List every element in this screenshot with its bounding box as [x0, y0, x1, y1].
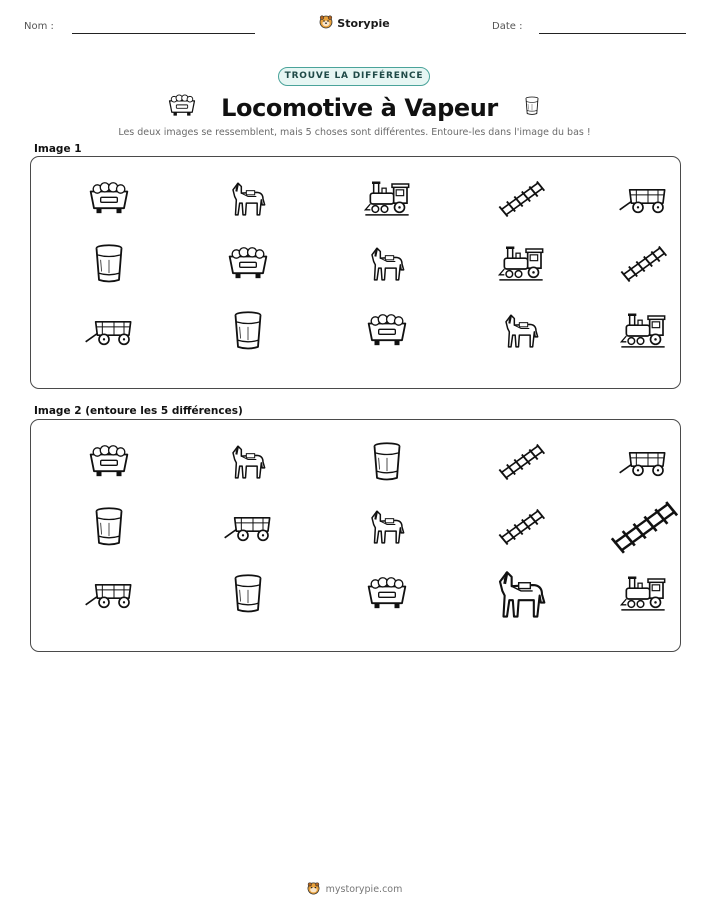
image1-wagon-icon[interactable] [78, 305, 140, 357]
image2-coal-cart-icon[interactable] [78, 436, 140, 488]
coal-cart-icon [165, 91, 199, 125]
footer [0, 880, 709, 899]
bucket-icon [520, 91, 544, 125]
image1-coal-cart-icon[interactable] [217, 238, 279, 290]
image1-rail-track-icon[interactable] [490, 173, 552, 225]
image1-panel [30, 156, 681, 389]
image2-bucket-icon[interactable] [78, 501, 140, 553]
name-field-line[interactable] [72, 33, 255, 34]
image2-rail-track-icon[interactable] [490, 436, 552, 488]
image2-wagon-icon[interactable] [78, 568, 140, 620]
page-title [0, 90, 709, 126]
date-label: Date : [492, 21, 523, 32]
instructions: Les deux images se ressemblent, mais 5 choses sont différentes. Entoure-les dans l'image du bas ! [118, 127, 591, 138]
storypie-logo-icon [307, 880, 320, 899]
image1-wagon-icon[interactable] [612, 173, 674, 225]
footer-link[interactable]: mystorypie.com [325, 884, 403, 895]
image2-rail-track-icon[interactable] [612, 501, 674, 553]
activity-badge: TROUVE LA DIFFÉRENCE [278, 67, 430, 86]
name-label: Nom : [24, 21, 54, 32]
image2-horse-icon[interactable] [356, 501, 418, 553]
image1-bucket-icon[interactable] [217, 305, 279, 357]
image1-steam-locomotive-icon[interactable] [356, 173, 418, 225]
brand-name: Storypie [337, 16, 390, 30]
image2-horse-icon[interactable] [490, 568, 552, 620]
image2-rail-track-icon[interactable] [490, 501, 552, 553]
storypie-logo-icon [319, 14, 333, 33]
image2-label: Image 2 (entoure les 5 différences) [34, 405, 243, 417]
image1-rail-track-icon[interactable] [612, 238, 674, 290]
image2-bucket-icon[interactable] [356, 436, 418, 488]
title-text: Locomotive à Vapeur [221, 94, 498, 122]
image2-horse-icon[interactable] [217, 436, 279, 488]
image1-coal-cart-icon[interactable] [78, 173, 140, 225]
image2-panel [30, 419, 681, 652]
image1-coal-cart-icon[interactable] [356, 305, 418, 357]
image1-bucket-icon[interactable] [78, 238, 140, 290]
image1-steam-locomotive-icon[interactable] [612, 305, 674, 357]
brand-header [0, 14, 709, 32]
image2-coal-cart-icon[interactable] [356, 568, 418, 620]
image1-horse-icon[interactable] [356, 238, 418, 290]
image1-label: Image 1 [34, 143, 82, 155]
image1-steam-locomotive-icon[interactable] [490, 238, 552, 290]
image2-wagon-icon[interactable] [217, 501, 279, 553]
image1-horse-icon[interactable] [490, 305, 552, 357]
image2-wagon-icon[interactable] [612, 436, 674, 488]
image2-bucket-icon[interactable] [217, 568, 279, 620]
image2-steam-locomotive-icon[interactable] [612, 568, 674, 620]
date-field-line[interactable] [539, 33, 686, 34]
image1-horse-icon[interactable] [217, 173, 279, 225]
